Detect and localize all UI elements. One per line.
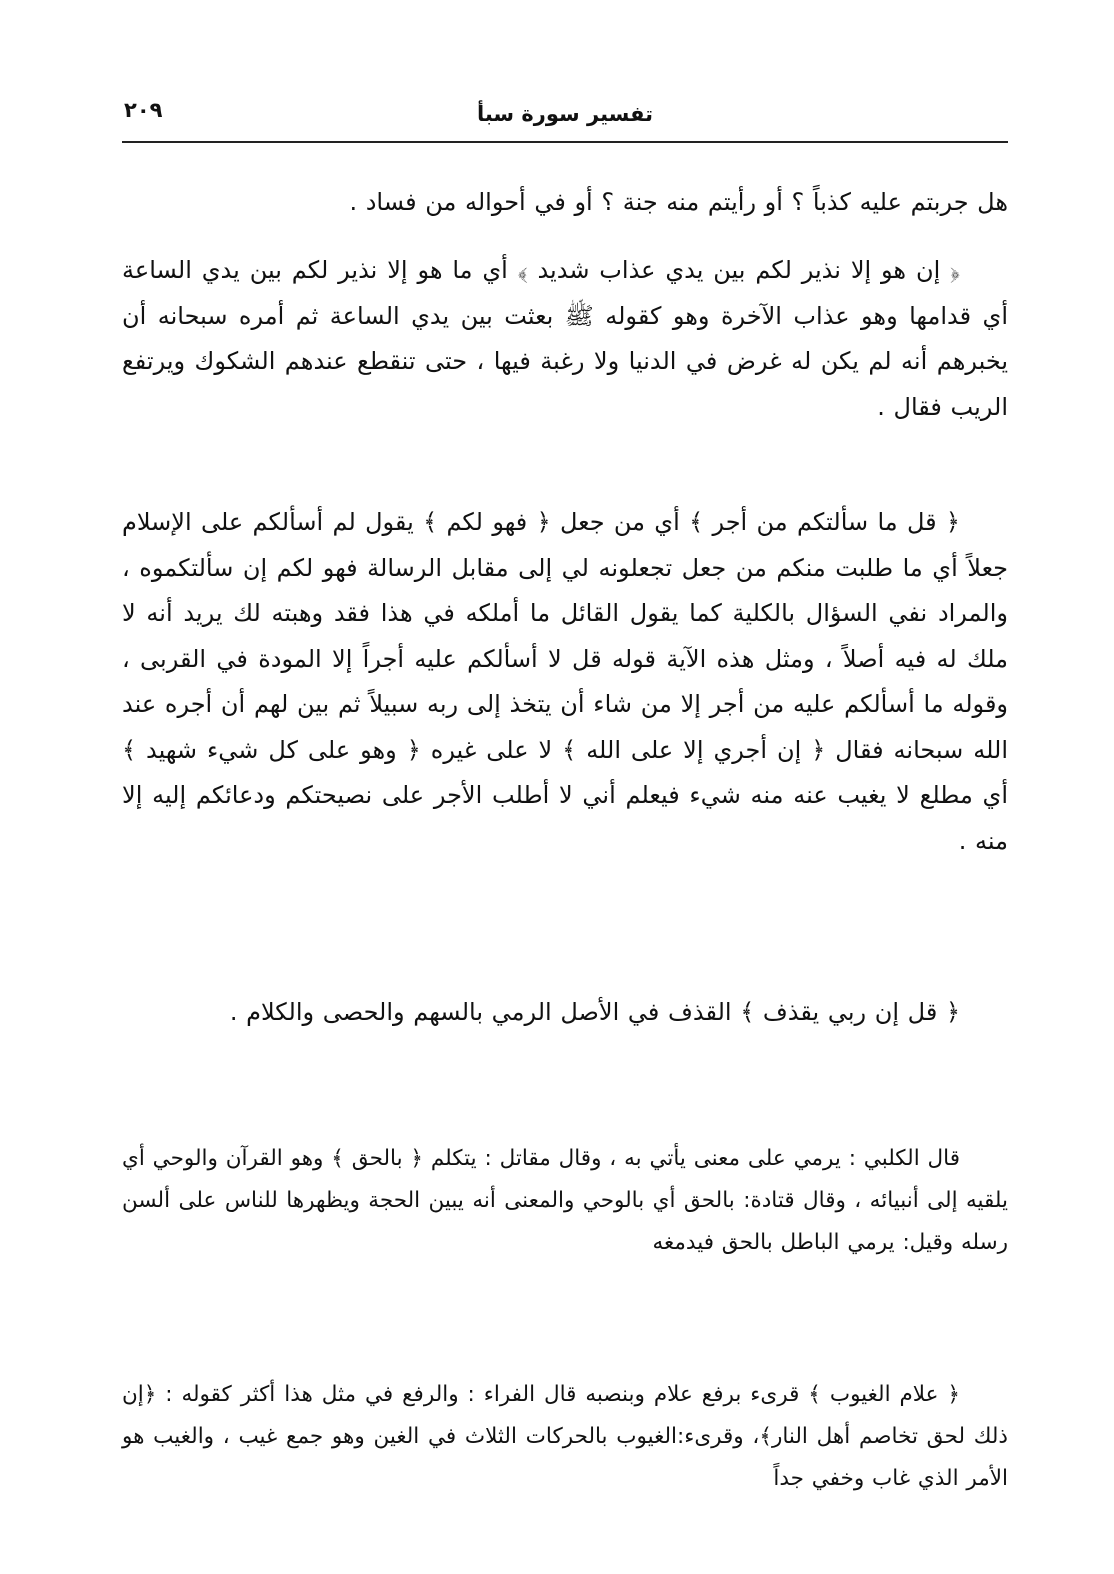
paragraph-block <box>122 990 1008 1036</box>
paragraph-block <box>122 248 1008 430</box>
paragraph: ﴿ علام الغيوب ﴾ قرىء برفع علام وبنصبه قال الفراء : والرفع في مثل هذا أكثر كقوله : ﴿إن ذلك لحق تخاصم أهل النار﴾، وقرىء:الغيوب بالحركات الثلاث في الغين وهو جمع غيب ، والغيب هو الأمر الذي غاب وخفي جداً <box>122 1382 1008 1491</box>
paragraph: ﴿ قل ما سألتكم من أجر ﴾ أي من جعل ﴿ فهو لكم ﴾ يقول لم أسألكم على الإسلام جعلاً أي ما طلبت منكم من جعل تجعلونه لي إلى مقابل الرسالة فهو لكم إن سألتكموه ، والمراد نفي السؤال بالكلية كما يقول القائل ما أملكه في هذا فقد وهبته لك يريد أنه لا ملك له فيه أصلاً ، ومثل هذه الآية قوله قل لا أسألكم عليه أجراً إلا المودة في القربى ، وقوله ما أسألكم عليه من أجر إلا من شاء أن يتخذ إلى ربه سبيلاً ثم بين لهم أن أجره عند الله سبحانه فقال ﴿ إن أجري إلا على الله ﴾ لا على غيره ﴿ وهو على كل شيء شهيد ﴾ أي مطلع لا يغيب عنه منه شيء فيعلم أني لا أطلب الأجر على نصيحتكم ودعائكم إليه إلا منه . <box>122 508 1008 855</box>
paragraph-block <box>122 500 1008 864</box>
paragraph: ﴿ قل إن ربي يقذف ﴾ القذف في الأصل الرمي بالسهم والحصى والكلام . <box>229 998 960 1026</box>
paragraph-block <box>122 180 1008 226</box>
page-header <box>122 92 1008 142</box>
paragraph-block <box>122 1374 1008 1500</box>
paragraph: قال الكلبي : يرمي على معنى يأتي به ، وقال مقاتل : يتكلم ﴿ بالحق ﴾ وهو القرآن والوحي أي يلقيه إلى أنبيائه ، وقال قتادة: بالحق أي بالوحي والمعنى أنه يبين الحجة ويظهرها للناس على ألسن رسله وقيل: يرمي الباطل بالحق فيدمغه <box>122 1146 1008 1255</box>
running-title: تفسير سورة سبأ <box>476 102 654 126</box>
page-number: ٢٠٩ <box>124 98 163 122</box>
paragraph-block <box>122 1138 1008 1264</box>
paragraph: هل جربتم عليه كذباً ؟ أو رأيتم منه جنة ؟ أو في أحواله من فساد . <box>349 188 1008 216</box>
paragraph: ﴿ إن هو إلا نذير لكم بين يدي عذاب شديد ﴾ أي ما هو إلا نذير لكم بين يدي الساعة أي قدامها وهو عذاب الآخرة وهو كقوله ﷺ بعثت بين يدي الساعة ثم أمره سبحانه أن يخبرهم أنه لم يكن له غرض في الدنيا ولا رغبة فيها ، حتى تنقطع عندهم الشكوك ويرتفع الريب فقال . <box>122 256 1008 421</box>
header-divider <box>122 141 1008 143</box>
